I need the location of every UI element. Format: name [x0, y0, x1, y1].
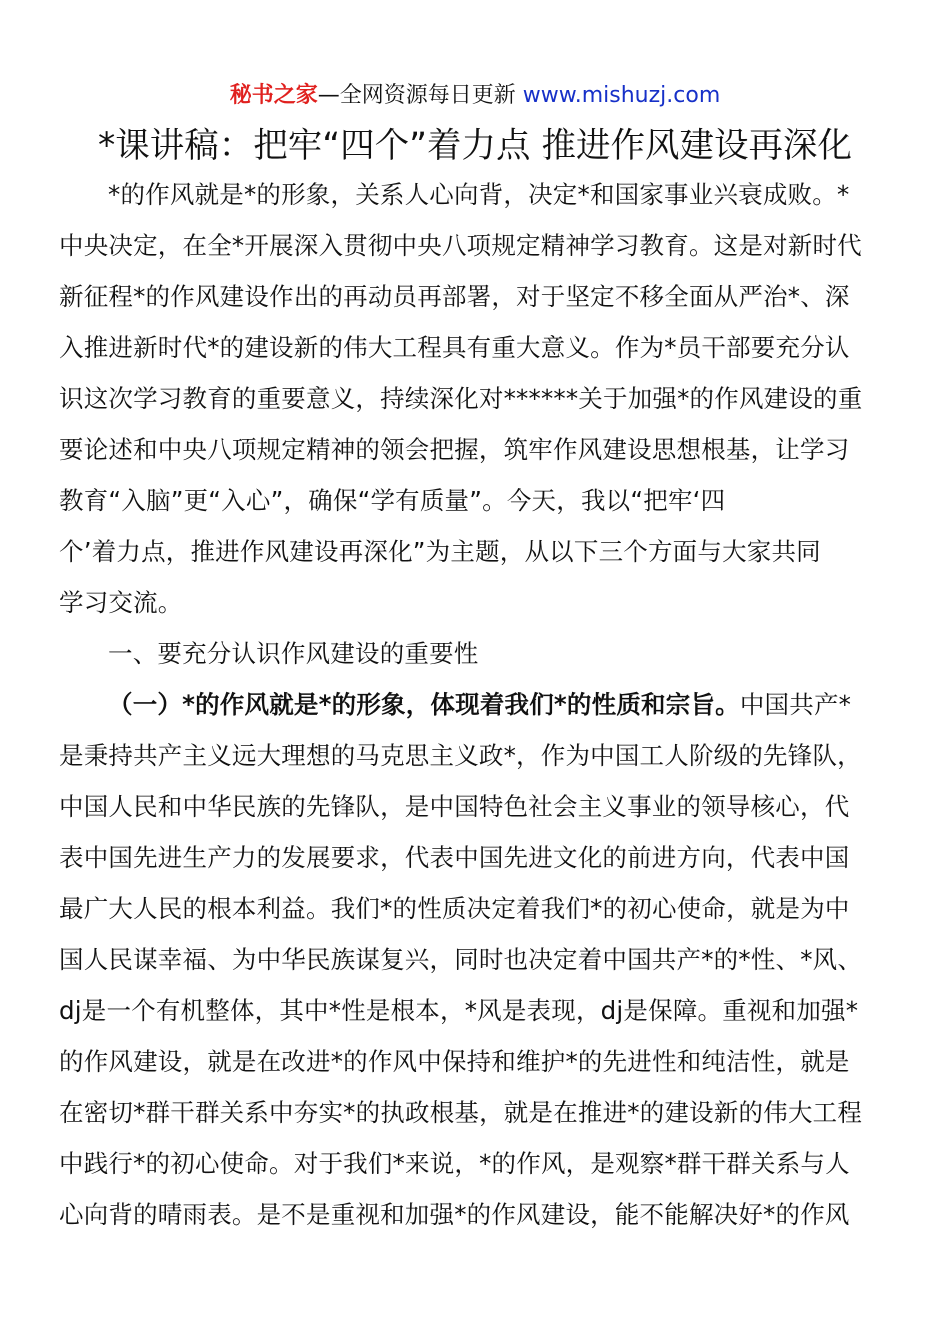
paragraph-line: 是秉持共产主义远大理想的马克思主义政*，作为中国工人阶级的先锋队， [59, 741, 862, 770]
paragraph-line: dj是一个有机整体，其中*性是根本，*风是表现，dj是保障。重视和加强* [59, 996, 859, 1025]
paragraph-line: 中央决定，在全*开展深入贯彻中央八项规定精神学习教育。这是对新时代 [59, 231, 862, 260]
paragraph-line: *的作风就是*的形象，关系人心向背，决定*和国家事业兴衰成败。* [108, 180, 850, 209]
site-header [0, 80, 950, 112]
paragraph-line: 要论述和中央八项规定精神的领会把握，筑牢作风建设思想根基，让学习 [59, 435, 850, 464]
paragraph-line: 个’着力点，推进作风建设再深化”为主题，从以下三个方面与大家共同 [59, 537, 821, 566]
paragraph-line: 心向背的晴雨表。是不是重视和加强*的作风建设，能不能解决好*的作风 [59, 1200, 850, 1229]
subsection-first-line-text: 中国共产* [739, 690, 852, 719]
document-body [59, 169, 891, 1240]
paragraph-line: 识这次学习教育的重要意义，持续深化对******关于加强*的作风建设的重 [59, 384, 863, 413]
paragraph-line: 的作风建设，就是在改进*的作风中保持和维护*的先进性和纯洁性，就是 [59, 1047, 850, 1076]
paragraph-line: 中践行*的初心使命。对于我们*来说，*的作风，是观察*群干群关系与人 [59, 1149, 850, 1178]
paragraph-line: 在密切*群干群关系中夯实*的执政根基，就是在推进*的建设新的伟大工程 [59, 1098, 863, 1127]
section-heading: 一、要充分认识作风建设的重要性 [108, 639, 479, 668]
site-url-link[interactable]: www.mishuzj.com [522, 83, 721, 108]
subsection-heading: （一）*的作风就是*的形象，体现着我们*的性质和宗旨。 [108, 690, 740, 719]
paragraph-line: 最广大人民的根本利益。我们*的性质决定着我们*的初心使命，就是为中 [59, 894, 850, 923]
paragraph-line: 教育“入脑”更“入心”，确保“学有质量”。今天，我以“把牢‘四 [59, 486, 726, 515]
paragraph-line: 入推进新时代*的建设新的伟大工程具有重大意义。作为*员干部要充分认 [59, 333, 850, 362]
subsection-first-line [59, 679, 891, 730]
paragraph-line: 学习交流。 [59, 588, 183, 617]
header-tagline: —全网资源每日更新 [317, 83, 516, 108]
paragraph-line: 国人民谋幸福、为中华民族谋复兴，同时也决定着中国共产*的*性、*风、 [59, 945, 863, 974]
document-title: *课讲稿：把牢“四个”着力点 推进作风建设再深化 [98, 126, 852, 166]
paragraph-line: 表中国先进生产力的发展要求，代表中国先进文化的前进方向，代表中国 [59, 843, 850, 872]
brand-name: 秘书之家 [229, 83, 318, 108]
paragraph-line: 新征程*的作风建设作出的再动员再部署，对于坚定不移全面从严治*、深 [59, 282, 850, 311]
paragraph-line: 中国人民和中华民族的先锋队，是中国特色社会主义事业的领导核心，代 [59, 792, 850, 821]
